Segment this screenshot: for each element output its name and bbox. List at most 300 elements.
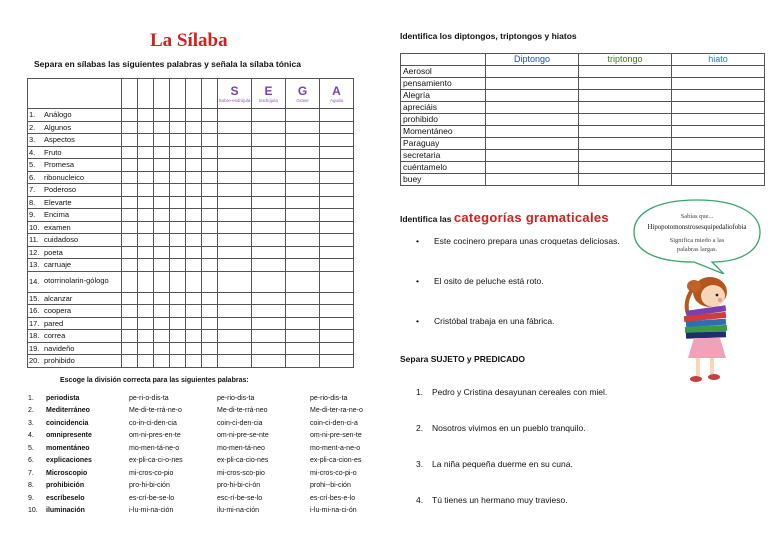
syllable-row <box>28 209 354 222</box>
word-text: coopera <box>44 306 72 316</box>
syllable-cell <box>170 109 186 122</box>
word-cell <box>28 246 122 259</box>
syllable-cell <box>186 146 202 159</box>
word-text: Algunos <box>44 122 72 132</box>
stress-cell <box>252 292 286 305</box>
syllable-cell <box>138 134 154 147</box>
stress-cell <box>320 355 354 368</box>
header-syllable-cell <box>286 79 320 109</box>
word-cell <box>28 271 122 292</box>
stress-cell <box>252 171 286 184</box>
stress-cell <box>320 196 354 209</box>
stress-cell <box>286 305 320 318</box>
division-row <box>28 505 390 518</box>
division-option: om-ni-pres-en-te <box>129 432 181 440</box>
stress-cell <box>320 292 354 305</box>
division-option: coin-ci-den-cia <box>217 419 263 427</box>
division-number: 6. <box>28 457 34 465</box>
stress-cell <box>218 271 252 292</box>
syllable-cell <box>154 317 170 330</box>
diphthong-row <box>401 174 765 186</box>
bubble-line-3 <box>632 236 762 254</box>
syllable-cell <box>122 355 138 368</box>
division-option: ilu-mi-na-ción <box>217 507 260 515</box>
syllable-cell <box>202 271 218 292</box>
header-blank-cell <box>202 79 218 109</box>
diphthong-answer-cell <box>579 90 672 102</box>
stress-cell <box>218 355 252 368</box>
word-cell <box>28 330 122 343</box>
diphthong-answer-cell <box>579 126 672 138</box>
division-number: 9. <box>28 494 34 502</box>
word-number: 11. <box>29 235 39 245</box>
stress-cell <box>286 246 320 259</box>
diphthong-answer-cell <box>486 78 579 90</box>
syllable-row <box>28 259 354 272</box>
diphthong-row <box>401 66 765 78</box>
syllable-cell <box>202 196 218 209</box>
subject-sentence <box>416 423 586 433</box>
diphthong-answer-cell <box>486 162 579 174</box>
word-text: pared <box>44 318 64 328</box>
subject-sentence <box>416 495 568 505</box>
diphthong-word: apreciáis <box>401 102 486 114</box>
diphthong-row <box>401 90 765 102</box>
stress-cell <box>218 317 252 330</box>
header-blank-cell <box>186 79 202 109</box>
syllable-cell <box>170 171 186 184</box>
word-number: 9. <box>29 210 36 220</box>
syllable-cell <box>122 134 138 147</box>
syllable-type: Grave <box>296 97 309 103</box>
diphthong-answer-cell <box>486 114 579 126</box>
stress-cell <box>218 134 252 147</box>
syllable-type: Aguda <box>329 97 343 103</box>
division-word: coincidencia <box>46 419 89 427</box>
syllable-cell <box>186 134 202 147</box>
division-row <box>28 480 390 493</box>
stress-cell <box>286 196 320 209</box>
syllable-row <box>28 171 354 184</box>
syllable-cell <box>202 330 218 343</box>
syllable-cell <box>186 234 202 247</box>
header-syllable-cell <box>320 79 354 109</box>
syllable-cell <box>186 271 202 292</box>
syllable-cell <box>154 259 170 272</box>
syllable-row <box>28 246 354 259</box>
subject-sentence-text: Tú tienes un hermano muy travieso. <box>432 495 568 505</box>
stress-cell <box>252 342 286 355</box>
word-cell <box>28 342 122 355</box>
syllable-cell <box>170 234 186 247</box>
syllable-cell <box>154 271 170 292</box>
syllable-row <box>28 221 354 234</box>
division-number: 7. <box>28 469 34 477</box>
syllable-cell <box>186 221 202 234</box>
division-number: 4. <box>28 432 34 440</box>
division-option: mo-men-tá-ne-o <box>129 444 180 452</box>
instruction-categories-highlight: categorías gramaticales <box>453 210 609 225</box>
syllable-cell <box>202 317 218 330</box>
division-row <box>28 492 390 505</box>
bubble-line-3b: palabras largas. <box>676 246 718 253</box>
word-number: 3. <box>29 135 36 145</box>
stress-cell <box>320 234 354 247</box>
syllable-cell <box>202 355 218 368</box>
subject-sentence-text: Nosotros vivimos en un pueblo tranquilo. <box>432 423 586 433</box>
syllable-cell <box>202 121 218 134</box>
stress-cell <box>286 292 320 305</box>
division-row <box>28 430 390 443</box>
stress-cell <box>218 159 252 172</box>
stress-cell <box>252 355 286 368</box>
division-number: 2. <box>28 407 34 415</box>
speech-bubble <box>632 198 762 274</box>
syllable-header-row <box>28 79 354 109</box>
word-cell <box>28 355 122 368</box>
diphthong-answer-cell <box>486 138 579 150</box>
diphthong-answer-cell <box>579 66 672 78</box>
syllable-cell <box>154 184 170 197</box>
diphthong-answer-cell <box>486 90 579 102</box>
division-number: 3. <box>28 419 34 427</box>
word-text: poeta <box>44 247 63 257</box>
syllable-cell <box>186 109 202 122</box>
syllable-row <box>28 271 354 292</box>
diphthong-row <box>401 138 765 150</box>
diphthong-word: cuéntamelo <box>401 162 486 174</box>
diphthong-row <box>401 114 765 126</box>
diphthong-answer-cell <box>579 162 672 174</box>
diphthong-word: secretaria <box>401 150 486 162</box>
syllable-cell <box>202 146 218 159</box>
word-number: 13. <box>29 260 40 270</box>
word-text: carruaje <box>44 260 72 270</box>
instruction-division: Escoge la división correcta para las siguientes palabras: <box>60 377 249 384</box>
stress-cell <box>320 121 354 134</box>
syllable-type: Esdrújula <box>259 97 278 103</box>
word-cell <box>28 221 122 234</box>
stress-cell <box>286 109 320 122</box>
syllable-cell <box>138 209 154 222</box>
diphthong-answer-cell <box>486 150 579 162</box>
instruction-categories-prefix: Identifica las <box>400 214 452 224</box>
stress-cell <box>320 159 354 172</box>
syllable-row <box>28 355 354 368</box>
syllable-cell <box>170 159 186 172</box>
word-number: 4. <box>29 147 36 157</box>
division-option: Me-di-ter-ra-ne-o <box>310 407 363 415</box>
syllable-cell <box>154 292 170 305</box>
syllable-cell <box>138 184 154 197</box>
division-row <box>28 467 390 480</box>
syllable-row <box>28 317 354 330</box>
word-cell <box>28 184 122 197</box>
stress-cell <box>252 305 286 318</box>
diphthong-answer-cell <box>486 66 579 78</box>
word-cell <box>28 196 122 209</box>
header-syllable-cell <box>218 79 252 109</box>
syllable-cell <box>154 305 170 318</box>
word-number: 8. <box>29 197 36 207</box>
sentence-number: 1. <box>416 387 424 397</box>
stress-cell <box>320 317 354 330</box>
syllable-cell <box>138 259 154 272</box>
syllable-cell <box>154 134 170 147</box>
division-word: escríbeselo <box>46 494 85 502</box>
syllable-cell <box>122 259 138 272</box>
division-option: mi-cros-co-pio <box>129 469 174 477</box>
syllable-cell <box>138 171 154 184</box>
bullet-dot: • <box>416 316 419 326</box>
word-cell <box>28 109 122 122</box>
syllable-cell <box>138 221 154 234</box>
syllable-cell <box>122 317 138 330</box>
stress-cell <box>286 209 320 222</box>
category-sentence-text: El osito de peluche está roto. <box>434 276 544 286</box>
syllable-row <box>28 196 354 209</box>
division-number: 1. <box>28 394 34 402</box>
syllable-cell <box>122 234 138 247</box>
syllable-cell <box>138 292 154 305</box>
diphthong-answer-cell <box>486 174 579 186</box>
syllable-cell <box>186 196 202 209</box>
sentence-number: 4. <box>416 495 424 505</box>
diphthong-answer-cell <box>672 90 765 102</box>
stress-cell <box>320 184 354 197</box>
diphthong-answer-cell <box>486 126 579 138</box>
stress-cell <box>218 121 252 134</box>
syllable-cell <box>202 171 218 184</box>
diphthong-answer-cell <box>672 162 765 174</box>
stress-cell <box>286 134 320 147</box>
division-option: pe-rio-dis-ta <box>217 394 255 402</box>
stress-cell <box>218 330 252 343</box>
syllable-row <box>28 234 354 247</box>
syllable-cell <box>186 330 202 343</box>
syllable-cell <box>170 146 186 159</box>
word-number: 2. <box>29 122 36 132</box>
diphthong-row <box>401 150 765 162</box>
division-option: Me-di-te-rrá-neo <box>217 407 268 415</box>
division-option: mo-men-tá-neo <box>217 444 265 452</box>
bubble-line-3a: Significa miedo a las <box>669 237 725 244</box>
syllable-cell <box>138 317 154 330</box>
syllable-row <box>28 184 354 197</box>
syllable-cell <box>170 330 186 343</box>
syllable-cell <box>154 171 170 184</box>
category-sentence-text: Este cocinero prepara unas croquetas deliciosas. <box>434 236 620 246</box>
word-text: Aspectos <box>44 135 75 145</box>
stress-cell <box>320 171 354 184</box>
syllable-letter: G <box>297 83 308 98</box>
syllable-cell <box>186 159 202 172</box>
subject-sentence <box>416 459 573 469</box>
stress-cell <box>286 355 320 368</box>
division-option: i-lu-mi-na-ci-ón <box>310 507 357 515</box>
diphthong-header-row <box>401 54 765 66</box>
stress-cell <box>218 171 252 184</box>
stress-cell <box>286 330 320 343</box>
syllable-cell <box>138 305 154 318</box>
word-cell <box>28 159 122 172</box>
syllable-cell <box>122 342 138 355</box>
diphthong-answer-cell <box>579 138 672 150</box>
word-number: 5. <box>29 160 36 170</box>
word-text: Poderoso <box>44 185 77 195</box>
syllable-cell <box>122 271 138 292</box>
syllable-table <box>27 78 354 368</box>
syllable-cell <box>122 196 138 209</box>
division-option: mi-cros-co-pi-o <box>310 469 357 477</box>
stress-cell <box>252 246 286 259</box>
division-option: prohi--bi-ción <box>310 482 351 490</box>
stress-cell <box>320 209 354 222</box>
syllable-cell <box>138 234 154 247</box>
word-number: 14. <box>29 277 40 286</box>
stress-cell <box>286 121 320 134</box>
division-option: mi-cros-sco-pio <box>217 469 265 477</box>
header-syllable-cell <box>252 79 286 109</box>
word-text: Encima <box>44 210 70 220</box>
syllable-cell <box>202 109 218 122</box>
syllable-cell <box>122 221 138 234</box>
diphthong-answer-cell <box>672 126 765 138</box>
subject-sentence-text: Pedro y Cristina desayunan cereales con miel. <box>432 387 608 397</box>
word-number: 10. <box>29 222 40 232</box>
diphthong-row <box>401 126 765 138</box>
syllable-cell <box>122 330 138 343</box>
word-number: 17. <box>29 318 40 328</box>
bubble-line-2: Hipopotomonstrosesquipedaliofobia <box>647 224 747 231</box>
syllable-cell <box>202 134 218 147</box>
diphthong-answer-cell <box>486 102 579 114</box>
division-option: es-crí-bes-e-lo <box>310 494 356 502</box>
syllable-cell <box>154 330 170 343</box>
syllable-cell <box>186 342 202 355</box>
syllable-cell <box>138 330 154 343</box>
stress-cell <box>286 342 320 355</box>
word-cell <box>28 317 122 330</box>
stress-cell <box>218 292 252 305</box>
stress-cell <box>320 342 354 355</box>
division-row <box>28 392 390 405</box>
syllable-cell <box>202 209 218 222</box>
syllable-cell <box>154 234 170 247</box>
division-option: pe-ri-o-dis-ta <box>129 394 169 402</box>
header-blank-cell <box>170 79 186 109</box>
division-row <box>28 405 390 418</box>
syllable-row <box>28 330 354 343</box>
syllable-cell <box>138 109 154 122</box>
category-sentence <box>400 236 620 246</box>
stress-cell <box>320 109 354 122</box>
bubble-line-1: Sabías que... <box>680 213 714 220</box>
division-number: 10. <box>28 507 38 515</box>
diphthong-answer-cell <box>579 150 672 162</box>
syllable-cell <box>186 121 202 134</box>
syllable-row <box>28 342 354 355</box>
division-option: om-ni-pre-sen-te <box>310 432 362 440</box>
diphthong-word: buey <box>401 174 486 186</box>
division-option: esc-rí-be-se-lo <box>217 494 263 502</box>
stress-cell <box>218 184 252 197</box>
word-text: correa <box>44 331 66 341</box>
syllable-cell <box>202 292 218 305</box>
syllable-cell <box>202 305 218 318</box>
syllable-row <box>28 146 354 159</box>
stress-cell <box>286 234 320 247</box>
division-option: pro-hi-bi-ción <box>129 482 170 490</box>
word-cell <box>28 121 122 134</box>
syllable-cell <box>202 342 218 355</box>
word-cell <box>28 234 122 247</box>
diphthong-header: hiato <box>672 54 765 66</box>
stress-cell <box>320 221 354 234</box>
division-word: Microscopio <box>46 469 88 477</box>
diphthong-word: Alegría <box>401 90 486 102</box>
division-option: i-lu-mi-na-ción <box>129 507 174 515</box>
diphthong-header: Diptongo <box>486 54 579 66</box>
syllable-cell <box>154 221 170 234</box>
syllable-cell <box>186 292 202 305</box>
stress-cell <box>218 342 252 355</box>
division-option: pe-rio-dis-ta <box>310 394 348 402</box>
stress-cell <box>252 121 286 134</box>
diphthong-corner-cell <box>401 54 486 66</box>
diphthong-word: Paraguay <box>401 138 486 150</box>
diphthong-answer-cell <box>579 102 672 114</box>
division-option: ex-pli-ca-ci-o-nes <box>129 457 183 465</box>
syllable-cell <box>186 184 202 197</box>
syllable-cell <box>138 159 154 172</box>
syllable-cell <box>138 342 154 355</box>
stress-cell <box>218 234 252 247</box>
stress-cell <box>218 146 252 159</box>
sentence-number: 3. <box>416 459 424 469</box>
syllable-cell <box>202 246 218 259</box>
syllable-cell <box>170 259 186 272</box>
syllable-cell <box>154 109 170 122</box>
diphthong-answer-cell <box>672 138 765 150</box>
syllable-cell <box>138 146 154 159</box>
syllable-cell <box>154 209 170 222</box>
stress-cell <box>252 146 286 159</box>
stress-cell <box>252 159 286 172</box>
header-word-cell <box>28 79 122 109</box>
syllable-type: Sobre-esdrújula <box>218 97 251 103</box>
syllable-cell <box>122 292 138 305</box>
stress-cell <box>320 259 354 272</box>
subject-sentence-text: La niña pequeña duerme en su cuna. <box>432 459 573 469</box>
syllable-cell <box>122 209 138 222</box>
syllable-cell <box>122 171 138 184</box>
stress-cell <box>218 209 252 222</box>
sentence-number: 2. <box>416 423 424 433</box>
syllable-cell <box>154 196 170 209</box>
stress-cell <box>252 134 286 147</box>
syllable-row <box>28 305 354 318</box>
stress-cell <box>252 330 286 343</box>
diphthong-answer-cell <box>579 114 672 126</box>
syllable-cell <box>154 342 170 355</box>
word-number: 12. <box>29 247 40 257</box>
stress-cell <box>218 259 252 272</box>
stress-cell <box>218 109 252 122</box>
stress-cell <box>252 271 286 292</box>
syllable-cell <box>122 184 138 197</box>
diphthong-word: Momentáneo <box>401 126 486 138</box>
